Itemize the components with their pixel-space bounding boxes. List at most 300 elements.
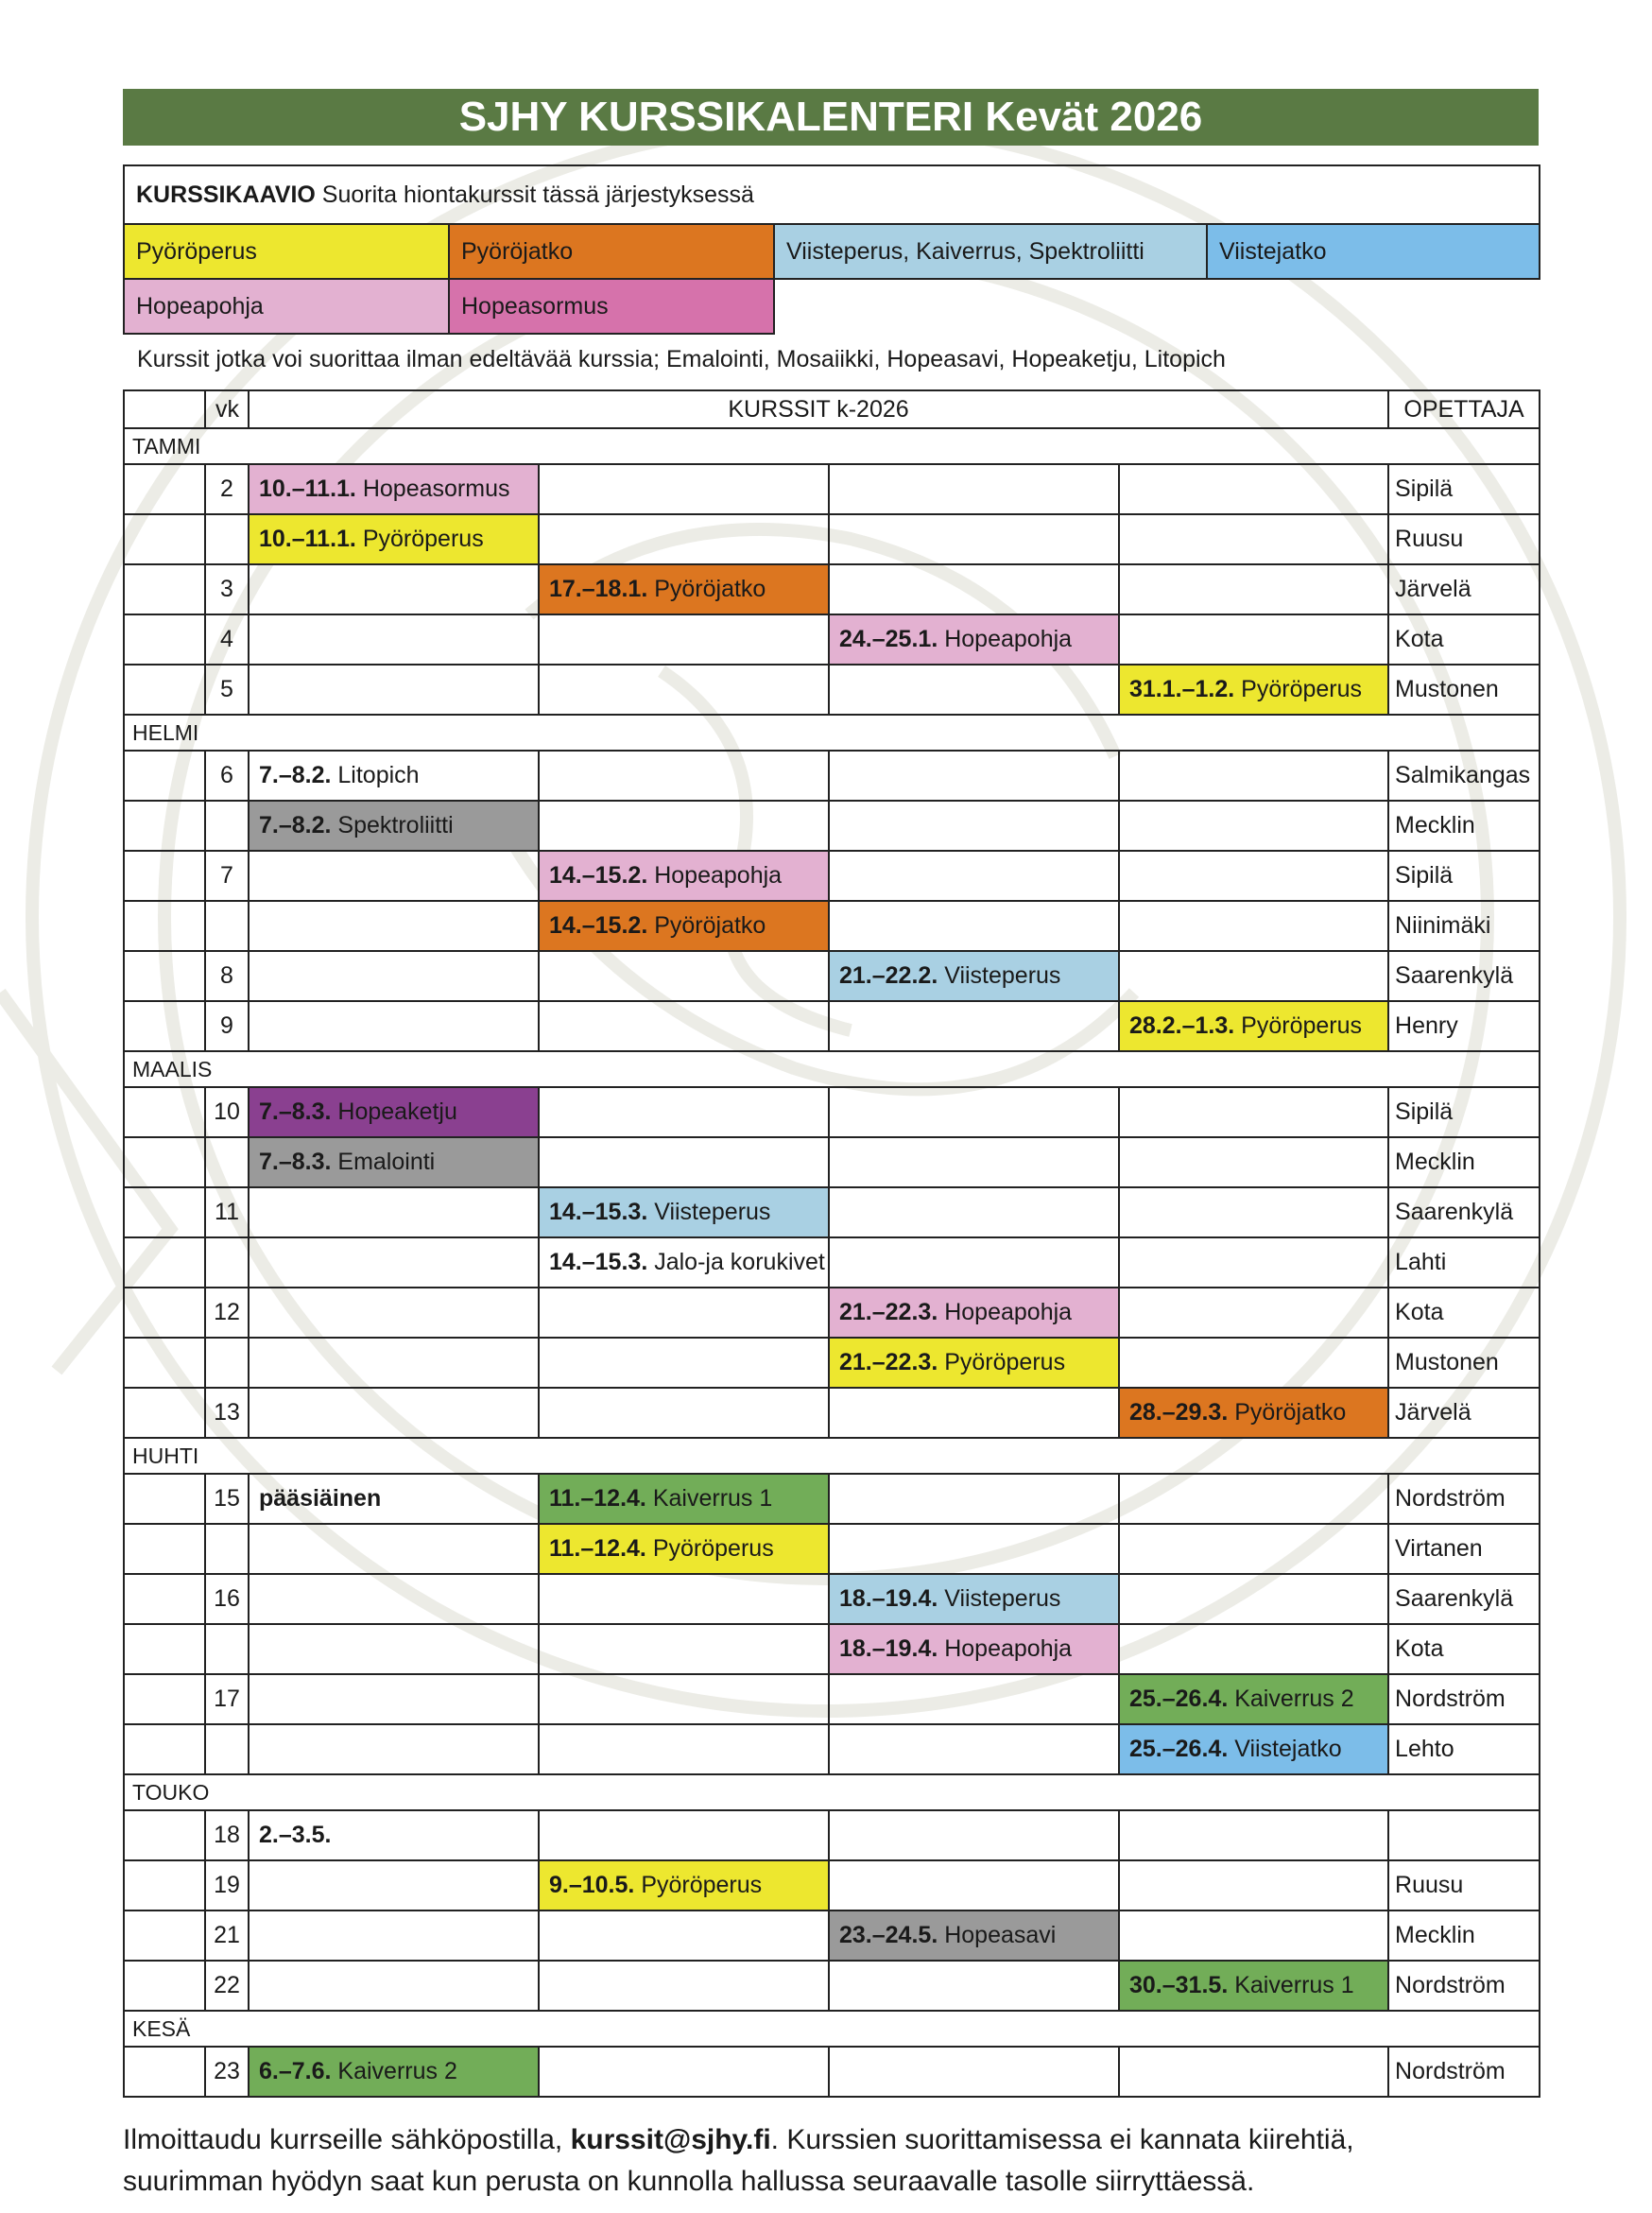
course-name: Pyöröperus xyxy=(944,1349,1066,1375)
row-blank xyxy=(124,951,205,1001)
month-label: HELMI xyxy=(124,715,1540,751)
course-date: 11.–12.4. xyxy=(549,1535,646,1562)
course-date: 7.–8.2. xyxy=(259,812,332,839)
empty-cell xyxy=(249,1574,539,1624)
empty-cell xyxy=(539,1961,829,2011)
header-week: vk xyxy=(205,390,249,428)
empty-cell xyxy=(249,1237,539,1288)
course-name: Pyöröperus xyxy=(1241,676,1363,702)
week-number: 3 xyxy=(205,564,249,614)
header-blank xyxy=(124,390,205,428)
teacher-name: Mecklin xyxy=(1388,1910,1540,1961)
course-date: 7.–8.3. xyxy=(259,1149,332,1175)
legend-item: Hopeapohja xyxy=(124,279,449,334)
row-blank xyxy=(124,751,205,801)
row-blank xyxy=(124,1338,205,1388)
course-date: 14.–15.3. xyxy=(549,1199,648,1225)
week-number xyxy=(205,1237,249,1288)
empty-cell xyxy=(829,901,1119,951)
course-name: Jalo-ja korukivet xyxy=(654,1249,825,1275)
course-date: 2.–3.5. xyxy=(259,1822,332,1848)
empty-cell xyxy=(1119,1137,1388,1187)
teacher-name: Nordström xyxy=(1388,1474,1540,1524)
empty-cell xyxy=(539,514,829,564)
teacher-name xyxy=(1388,1810,1540,1860)
table-row xyxy=(124,1388,1540,1438)
month-row xyxy=(124,1774,1540,1810)
table-row xyxy=(124,665,1540,715)
course-cell xyxy=(539,851,829,901)
table-row xyxy=(124,564,1540,614)
empty-cell xyxy=(249,1388,539,1438)
course-date: 21.–22.3. xyxy=(839,1349,938,1375)
course-cell xyxy=(249,1137,539,1187)
row-blank xyxy=(124,1137,205,1187)
row-blank xyxy=(124,1910,205,1961)
empty-cell xyxy=(249,564,539,614)
week-number: 17 xyxy=(205,1674,249,1724)
empty-cell xyxy=(1119,1524,1388,1574)
empty-cell xyxy=(1119,751,1388,801)
month-label: MAALIS xyxy=(124,1051,1540,1087)
footer-line2: suurimman hyödyn saat kun perusta on kunnolla hallussa seuraavalle tasolle siirryttäessä. xyxy=(123,2166,1255,2197)
course-date: 7.–8.3. xyxy=(259,1098,332,1125)
course-name: Hopeapohja xyxy=(944,1635,1073,1662)
row-blank xyxy=(124,1388,205,1438)
empty-cell xyxy=(829,1187,1119,1237)
row-blank xyxy=(124,1574,205,1624)
month-row xyxy=(124,2011,1540,2047)
empty-cell xyxy=(249,1187,539,1237)
week-number: 9 xyxy=(205,1001,249,1051)
course-cell xyxy=(249,514,539,564)
teacher-name: Saarenkylä xyxy=(1388,1574,1540,1624)
empty-cell xyxy=(539,1288,829,1338)
empty-cell xyxy=(1119,801,1388,851)
course-cell xyxy=(249,1087,539,1137)
teacher-name: Nordström xyxy=(1388,1961,1540,2011)
course-name: Emalointi xyxy=(337,1149,436,1175)
legend-item: Viistejatko xyxy=(1207,224,1540,279)
empty-cell xyxy=(249,1338,539,1388)
week-number: 22 xyxy=(205,1961,249,2011)
week-number: 2 xyxy=(205,464,249,514)
row-blank xyxy=(124,901,205,951)
empty-cell xyxy=(1119,851,1388,901)
empty-cell xyxy=(539,1338,829,1388)
header-courses: KURSSIT k-2026 xyxy=(249,390,1388,428)
empty-cell xyxy=(1119,1810,1388,1860)
course-cell xyxy=(829,1288,1119,1338)
course-name: Pyöröperus xyxy=(652,1535,774,1562)
row-blank xyxy=(124,2047,205,2097)
course-order-legend xyxy=(123,164,1540,335)
course-cell xyxy=(1119,1388,1388,1438)
course-date: 30.–31.5. xyxy=(1129,1972,1229,1998)
header-teacher: OPETTAJA xyxy=(1388,390,1540,428)
empty-cell xyxy=(829,801,1119,851)
legend-item: Viisteperus, Kaiverrus, Spektroliitti xyxy=(774,224,1207,279)
empty-cell xyxy=(1119,464,1388,514)
course-date: 25.–26.4. xyxy=(1129,1686,1229,1712)
course-cell xyxy=(829,614,1119,665)
teacher-name: Salmikangas xyxy=(1388,751,1540,801)
table-row xyxy=(124,1338,1540,1388)
course-name: Spektroliitti xyxy=(337,812,454,839)
month-row xyxy=(124,1051,1540,1087)
empty-cell xyxy=(249,1961,539,2011)
teacher-name: Ruusu xyxy=(1388,514,1540,564)
empty-cell xyxy=(1119,1288,1388,1338)
course-name: Litopich xyxy=(337,762,420,788)
empty-cell xyxy=(539,1087,829,1137)
course-date: 6.–7.6. xyxy=(259,2058,332,2084)
course-name: Hopeapohja xyxy=(944,626,1073,652)
course-cell xyxy=(249,801,539,851)
week-number: 16 xyxy=(205,1574,249,1624)
course-cell xyxy=(1119,1724,1388,1774)
empty-cell xyxy=(829,514,1119,564)
empty-cell xyxy=(249,665,539,715)
empty-cell xyxy=(249,1860,539,1910)
teacher-name: Järvelä xyxy=(1388,1388,1540,1438)
table-row xyxy=(124,514,1540,564)
legend-item: Hopeasormus xyxy=(449,279,774,334)
course-name: Viisteperus xyxy=(944,1585,1061,1612)
week-number: 12 xyxy=(205,1288,249,1338)
course-date: 10.–11.1. xyxy=(259,526,356,552)
empty-cell xyxy=(249,1674,539,1724)
empty-cell xyxy=(829,1961,1119,2011)
row-blank xyxy=(124,801,205,851)
empty-cell xyxy=(539,2047,829,2097)
empty-cell xyxy=(539,801,829,851)
course-cell xyxy=(829,1624,1119,1674)
week-number: 18 xyxy=(205,1810,249,1860)
empty-cell xyxy=(1119,564,1388,614)
course-name: Pyöröperus xyxy=(641,1872,763,1898)
week-number: 10 xyxy=(205,1087,249,1137)
week-number: 4 xyxy=(205,614,249,665)
course-cell xyxy=(1119,1001,1388,1051)
empty-cell xyxy=(539,1724,829,1774)
table-row xyxy=(124,1810,1540,1860)
empty-cell xyxy=(249,951,539,1001)
table-row xyxy=(124,1674,1540,1724)
course-date: 31.1.–1.2. xyxy=(1129,676,1235,702)
empty-cell xyxy=(539,1001,829,1051)
empty-cell xyxy=(539,1674,829,1724)
course-cell xyxy=(249,2047,539,2097)
month-label: TOUKO xyxy=(124,1774,1540,1810)
month-label: KESÄ xyxy=(124,2011,1540,2047)
empty-cell xyxy=(1119,1187,1388,1237)
week-number: 5 xyxy=(205,665,249,715)
empty-cell xyxy=(829,1237,1119,1288)
course-name: Hopeapohja xyxy=(944,1299,1073,1325)
teacher-name: Nordström xyxy=(1388,1674,1540,1724)
course-date: 14.–15.3. xyxy=(549,1249,648,1275)
empty-cell xyxy=(829,851,1119,901)
table-row xyxy=(124,1910,1540,1961)
course-name: Viisteperus xyxy=(944,962,1061,989)
month-row xyxy=(124,428,1540,464)
empty-cell xyxy=(829,564,1119,614)
course-cell xyxy=(829,1574,1119,1624)
teacher-name: Mustonen xyxy=(1388,1338,1540,1388)
table-row xyxy=(124,1574,1540,1624)
empty-cell xyxy=(1119,1624,1388,1674)
empty-cell xyxy=(829,1388,1119,1438)
course-date: 14.–15.2. xyxy=(549,862,648,889)
course-cell xyxy=(829,951,1119,1001)
week-number: 11 xyxy=(205,1187,249,1237)
table-row xyxy=(124,1524,1540,1574)
week-number xyxy=(205,801,249,851)
empty-cell xyxy=(1119,514,1388,564)
week-number xyxy=(205,901,249,951)
empty-cell xyxy=(249,1910,539,1961)
course-cell xyxy=(249,464,539,514)
week-number xyxy=(205,1137,249,1187)
teacher-name: Sipilä xyxy=(1388,464,1540,514)
teacher-name: Kota xyxy=(1388,1288,1540,1338)
empty-cell xyxy=(829,665,1119,715)
row-blank xyxy=(124,1724,205,1774)
course-cell xyxy=(1119,665,1388,715)
page-title: SJHY KURSSIKALENTERI Kevät 2026 xyxy=(123,89,1539,146)
teacher-name: Sipilä xyxy=(1388,1087,1540,1137)
row-blank xyxy=(124,1624,205,1674)
row-blank xyxy=(124,665,205,715)
empty-cell xyxy=(829,1810,1119,1860)
empty-cell xyxy=(1119,614,1388,665)
table-row xyxy=(124,1087,1540,1137)
empty-cell xyxy=(249,901,539,951)
empty-cell xyxy=(539,1910,829,1961)
contact-email[interactable]: kurssit@sjhy.fi xyxy=(570,2124,771,2155)
legend-heading xyxy=(124,165,1540,224)
table-row xyxy=(124,1860,1540,1910)
course-date: 25.–26.4. xyxy=(1129,1736,1229,1762)
table-row xyxy=(124,464,1540,514)
empty-cell xyxy=(249,614,539,665)
prerequisite-note: Kurssit jotka voi suorittaa ilman edeltävää kurssia; Emalointi, Mosaiikki, Hopeasavi, Hopeaketju, Litopich xyxy=(137,346,1226,372)
table-row xyxy=(124,1724,1540,1774)
empty-cell xyxy=(1119,901,1388,951)
week-number: 13 xyxy=(205,1388,249,1438)
teacher-name: Ruusu xyxy=(1388,1860,1540,1910)
table-row xyxy=(124,901,1540,951)
empty-cell xyxy=(1119,1237,1388,1288)
teacher-name: Lehto xyxy=(1388,1724,1540,1774)
holiday-label: pääsiäinen xyxy=(259,1485,382,1512)
course-name: Pyöröjatko xyxy=(654,912,766,939)
week-number xyxy=(205,514,249,564)
empty-cell xyxy=(829,464,1119,514)
week-number: 7 xyxy=(205,851,249,901)
teacher-name: Kota xyxy=(1388,1624,1540,1674)
course-name: Viisteperus xyxy=(654,1199,771,1225)
course-cell xyxy=(539,1474,829,1524)
row-blank xyxy=(124,614,205,665)
course-date: 9.–10.5. xyxy=(549,1872,635,1898)
course-date: 14.–15.2. xyxy=(549,912,648,939)
teacher-name: Saarenkylä xyxy=(1388,1187,1540,1237)
empty-cell xyxy=(829,751,1119,801)
teacher-name: Virtanen xyxy=(1388,1524,1540,1574)
legend-item: Pyöröjatko xyxy=(449,224,774,279)
teacher-name: Niinimäki xyxy=(1388,901,1540,951)
week-number: 15 xyxy=(205,1474,249,1524)
footer-text xyxy=(123,2119,1559,2203)
empty-cell xyxy=(539,1624,829,1674)
row-blank xyxy=(124,1474,205,1524)
course-name: Kaiverrus 2 xyxy=(1234,1686,1354,1712)
course-date: 10.–11.1. xyxy=(259,475,356,502)
row-blank xyxy=(124,1087,205,1137)
table-row xyxy=(124,1288,1540,1338)
row-blank xyxy=(124,1524,205,1574)
empty-cell xyxy=(539,1810,829,1860)
row-blank xyxy=(124,1288,205,1338)
teacher-name: Järvelä xyxy=(1388,564,1540,614)
course-cell xyxy=(539,1187,829,1237)
empty-cell xyxy=(1119,1910,1388,1961)
table-row xyxy=(124,1961,1540,2011)
row-blank xyxy=(124,514,205,564)
course-date: 18.–19.4. xyxy=(839,1585,938,1612)
empty-cell xyxy=(1119,1087,1388,1137)
course-date: 28.–29.3. xyxy=(1129,1399,1229,1426)
course-name: Kaiverrus 1 xyxy=(1234,1972,1354,1998)
course-date: 23.–24.5. xyxy=(839,1922,938,1948)
month-label: HUHTI xyxy=(124,1438,1540,1474)
course-name: Kaiverrus 1 xyxy=(652,1485,773,1512)
empty-cell xyxy=(539,751,829,801)
row-blank xyxy=(124,1674,205,1724)
holiday-note xyxy=(249,1474,539,1524)
row-blank xyxy=(124,1810,205,1860)
week-number: 6 xyxy=(205,751,249,801)
teacher-name: Mecklin xyxy=(1388,1137,1540,1187)
legend-heading-text: Suorita hiontakurssit tässä järjestyksessä xyxy=(321,181,754,208)
table-row xyxy=(124,2047,1540,2097)
teacher-name: Sipilä xyxy=(1388,851,1540,901)
empty-cell xyxy=(539,614,829,665)
course-name: Kaiverrus 2 xyxy=(337,2058,457,2084)
empty-cell xyxy=(249,1001,539,1051)
course-date: 17.–18.1. xyxy=(549,576,648,602)
course-name: Pyöröperus xyxy=(1241,1012,1363,1039)
course-cell xyxy=(1119,1961,1388,2011)
empty-cell xyxy=(829,1001,1119,1051)
week-number: 8 xyxy=(205,951,249,1001)
legend-heading-bold: KURSSIKAAVIO xyxy=(136,181,316,208)
course-cell xyxy=(539,1860,829,1910)
schedule-body xyxy=(124,428,1540,2097)
course-name: Viistejatko xyxy=(1234,1736,1342,1762)
footer-line1-b: . Kurssien suorittamisessa ei kannata kiirehtiä, xyxy=(770,2124,1354,2155)
course-date: 28.2.–1.3. xyxy=(1129,1012,1235,1039)
course-date: 11.–12.4. xyxy=(549,1485,646,1512)
empty-cell xyxy=(1119,1574,1388,1624)
teacher-name: Lahti xyxy=(1388,1237,1540,1288)
course-cell xyxy=(539,901,829,951)
course-cell xyxy=(829,1338,1119,1388)
empty-cell xyxy=(539,464,829,514)
empty-cell xyxy=(249,1288,539,1338)
course-cell xyxy=(539,1524,829,1574)
table-row xyxy=(124,801,1540,851)
empty-cell xyxy=(539,1388,829,1438)
empty-cell xyxy=(539,951,829,1001)
empty-cell xyxy=(829,1860,1119,1910)
month-label: TAMMI xyxy=(124,428,1540,464)
empty-cell xyxy=(539,1574,829,1624)
table-row xyxy=(124,1001,1540,1051)
empty-cell xyxy=(249,1524,539,1574)
empty-cell xyxy=(1119,1338,1388,1388)
empty-cell xyxy=(249,851,539,901)
week-number: 23 xyxy=(205,2047,249,2097)
course-cell xyxy=(249,1810,539,1860)
week-number: 19 xyxy=(205,1860,249,1910)
course-cell xyxy=(539,1237,829,1288)
legend-item: Pyöröperus xyxy=(124,224,449,279)
course-date: 21.–22.2. xyxy=(839,962,938,989)
course-date: 21.–22.3. xyxy=(839,1299,938,1325)
week-number: 21 xyxy=(205,1910,249,1961)
teacher-name: Henry xyxy=(1388,1001,1540,1051)
teacher-name: Kota xyxy=(1388,614,1540,665)
course-cell xyxy=(829,1910,1119,1961)
course-cell xyxy=(539,564,829,614)
empty-cell xyxy=(249,1724,539,1774)
row-blank xyxy=(124,1187,205,1237)
row-blank xyxy=(124,1237,205,1288)
empty-cell xyxy=(1119,951,1388,1001)
empty-cell xyxy=(249,1624,539,1674)
teacher-name: Saarenkylä xyxy=(1388,951,1540,1001)
week-number xyxy=(205,1724,249,1774)
table-row xyxy=(124,1624,1540,1674)
empty-cell xyxy=(829,1137,1119,1187)
week-number xyxy=(205,1624,249,1674)
course-date: 18.–19.4. xyxy=(839,1635,938,1662)
row-blank xyxy=(124,1860,205,1910)
schedule-table xyxy=(123,389,1540,2098)
empty-cell xyxy=(1119,1860,1388,1910)
teacher-name: Mustonen xyxy=(1388,665,1540,715)
empty-cell xyxy=(829,1474,1119,1524)
empty-cell xyxy=(1119,1474,1388,1524)
row-blank xyxy=(124,464,205,514)
month-row xyxy=(124,715,1540,751)
empty-cell xyxy=(539,665,829,715)
week-number xyxy=(205,1338,249,1388)
table-row xyxy=(124,951,1540,1001)
course-cell xyxy=(1119,1674,1388,1724)
course-name: Hopeapohja xyxy=(654,862,783,889)
empty-cell xyxy=(1119,2047,1388,2097)
empty-cell xyxy=(829,1674,1119,1724)
course-cell xyxy=(249,751,539,801)
table-row xyxy=(124,1474,1540,1524)
week-number xyxy=(205,1524,249,1574)
table-row xyxy=(124,1137,1540,1187)
empty-cell xyxy=(829,1524,1119,1574)
